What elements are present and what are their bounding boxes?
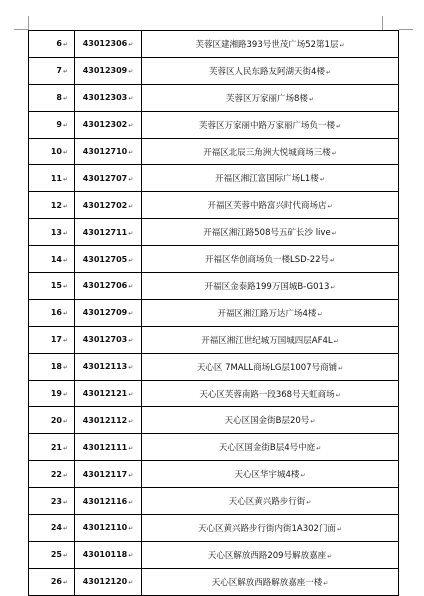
- store-code-text: 43012120: [82, 577, 128, 587]
- paragraph-mark-icon: ↵: [62, 498, 68, 506]
- address-text: 天心区国金街B层4号中庭: [218, 443, 316, 454]
- store-list-table: [28, 30, 399, 596]
- paragraph-mark-icon: ↵: [62, 364, 68, 372]
- row-number-text: 16: [50, 308, 62, 318]
- store-code-cell: [75, 299, 142, 326]
- paragraph-mark-icon: ↵: [319, 176, 325, 184]
- store-code-cell: [75, 219, 142, 246]
- store-code-text: 43012702: [82, 200, 128, 210]
- address-cell: [142, 84, 399, 111]
- store-code-cell: [75, 138, 142, 165]
- row-number-text: 24: [50, 523, 62, 533]
- store-code-cell: [75, 541, 142, 568]
- address-cell: [142, 380, 399, 407]
- address-cell: [142, 57, 399, 84]
- table-row: [29, 111, 399, 138]
- address-cell: [142, 246, 399, 273]
- store-list-table-container: [28, 30, 399, 596]
- paragraph-mark-icon: ↵: [327, 203, 333, 211]
- paragraph-mark-icon: ↵: [128, 122, 134, 130]
- address-text: 芙蓉区万家丽中路万家丽广场负一楼: [198, 120, 335, 131]
- address-text: 天心区 7MALL商场LG层1007号商铺: [196, 362, 338, 373]
- paragraph-mark-icon: ↵: [339, 41, 345, 49]
- address-text: 开福区湘江富国际广场L1楼: [215, 174, 319, 185]
- table-row: [29, 57, 399, 84]
- paragraph-mark-icon: ↵: [128, 391, 134, 399]
- row-number-cell: [29, 219, 75, 246]
- row-number-text: 26: [50, 577, 62, 587]
- store-code-text: 43012703: [82, 335, 128, 345]
- paragraph-mark-icon: ↵: [128, 68, 134, 76]
- store-code-cell: [75, 165, 142, 192]
- paragraph-mark-icon: ↵: [335, 122, 342, 130]
- address-cell: [142, 407, 399, 434]
- row-number-text: 10: [50, 147, 62, 156]
- paragraph-mark-icon: ↵: [128, 202, 134, 210]
- row-number-cell: [29, 57, 75, 84]
- paragraph-mark-icon: ↵: [317, 310, 323, 318]
- address-text: 天心区国金街B层20号: [224, 416, 310, 427]
- store-code-cell: [75, 111, 142, 138]
- table-row: [29, 407, 399, 434]
- store-code-text: 43012707: [82, 173, 128, 183]
- crop-mark-right-vertical: [382, 16, 383, 30]
- paragraph-mark-icon: ↵: [331, 230, 337, 238]
- address-text: 开福区金泰路199万国城B-G013: [204, 281, 330, 292]
- row-number-cell: [29, 273, 75, 300]
- paragraph-mark-icon: ↵: [128, 95, 134, 103]
- row-number-cell: [29, 568, 75, 595]
- address-cell: [142, 353, 399, 380]
- address-text: 天心区芙蓉南路一段368号天虹商场: [199, 389, 335, 400]
- table-row: [29, 353, 399, 380]
- row-number-cell: [29, 246, 75, 273]
- row-number-cell: [29, 111, 75, 138]
- paragraph-mark-icon: ↵: [62, 579, 68, 587]
- row-number-text: 8: [56, 93, 62, 103]
- address-cell: [142, 299, 399, 326]
- row-number-cell: [29, 461, 75, 488]
- address-cell: [142, 461, 399, 488]
- row-number-cell: [29, 434, 75, 461]
- table-row: [29, 138, 399, 165]
- store-code-text: 43012309: [82, 66, 128, 76]
- store-code-text: 43012111: [82, 442, 128, 452]
- store-code-text: 43012711: [82, 227, 128, 237]
- row-number-cell: [29, 165, 75, 192]
- paragraph-mark-icon: ↵: [323, 579, 329, 587]
- store-code-text: 43012303: [82, 93, 128, 103]
- paragraph-mark-icon: ↵: [62, 122, 68, 130]
- table-row: [29, 568, 399, 595]
- paragraph-mark-icon: ↵: [62, 525, 68, 533]
- table-row: [29, 299, 399, 326]
- address-cell: [142, 31, 399, 58]
- address-text: 开福区芙蓉中路富兴时代商场店: [207, 201, 327, 212]
- table-row: [29, 84, 399, 111]
- address-cell: [142, 192, 399, 219]
- store-code-text: 43010118: [82, 550, 128, 560]
- paragraph-mark-icon: ↵: [310, 418, 316, 426]
- store-code-text: 43012706: [82, 281, 128, 291]
- paragraph-mark-icon: ↵: [306, 499, 312, 507]
- row-number-text: 18: [50, 362, 62, 372]
- store-code-cell: [75, 353, 142, 380]
- store-code-text: 43012117: [82, 469, 128, 479]
- paragraph-mark-icon: ↵: [62, 41, 68, 49]
- paragraph-mark-icon: ↵: [333, 337, 339, 345]
- paragraph-mark-icon: ↵: [62, 202, 68, 210]
- paragraph-mark-icon: ↵: [128, 175, 134, 183]
- paragraph-mark-icon: ↵: [338, 364, 344, 372]
- address-text: 天心区黄兴路步行街内街1A302门面: [198, 523, 336, 534]
- paragraph-mark-icon: ↵: [128, 498, 134, 506]
- paragraph-mark-icon: ↵: [330, 257, 336, 265]
- table-row: [29, 326, 399, 353]
- paragraph-mark-icon: ↵: [62, 68, 68, 76]
- store-code-cell: [75, 380, 142, 407]
- table-row: [29, 541, 399, 568]
- store-code-text: 43012110: [82, 523, 128, 533]
- store-code-text: 43012710: [82, 147, 128, 156]
- paragraph-mark-icon: ↵: [62, 229, 68, 237]
- paragraph-mark-icon: ↵: [336, 525, 342, 533]
- address-cell: [142, 488, 399, 515]
- paragraph-mark-icon: ↵: [300, 472, 306, 480]
- paragraph-mark-icon: ↵: [62, 444, 68, 452]
- row-number-cell: [29, 84, 75, 111]
- row-number-text: 12: [50, 200, 62, 210]
- crop-mark-right-horizontal: [399, 29, 413, 30]
- store-code-cell: [75, 568, 142, 595]
- row-number-cell: [29, 488, 75, 515]
- store-code-text: 43012709: [82, 308, 128, 318]
- row-number-text: 7: [56, 66, 62, 76]
- store-code-cell: [75, 57, 142, 84]
- store-code-text: 43012121: [82, 389, 128, 399]
- address-cell: [142, 541, 399, 568]
- store-code-cell: [75, 434, 142, 461]
- paragraph-mark-icon: ↵: [128, 417, 134, 425]
- row-number-cell: [29, 380, 75, 407]
- row-number-cell: [29, 407, 75, 434]
- row-number-text: 17: [50, 335, 62, 345]
- row-number-cell: [29, 192, 75, 219]
- address-text: 开福区湘江世纪城万国城四层AF4L: [201, 335, 333, 346]
- address-cell: [142, 138, 399, 165]
- paragraph-mark-icon: ↵: [128, 471, 134, 479]
- store-code-cell: [75, 192, 142, 219]
- row-number-cell: [29, 138, 75, 165]
- paragraph-mark-icon: ↵: [62, 471, 68, 479]
- address-text: 开福区湘江路万达广场4楼: [217, 308, 317, 319]
- row-number-cell: [29, 353, 75, 380]
- address-cell: [142, 165, 399, 192]
- address-text: 天心区解放西路209号解放嘉座: [207, 550, 327, 561]
- row-number-text: 11: [50, 173, 62, 183]
- paragraph-mark-icon: ↵: [128, 552, 134, 560]
- paragraph-mark-icon: ↵: [62, 175, 68, 183]
- paragraph-mark-icon: ↵: [327, 552, 333, 560]
- address-text: 芙蓉区人民东路友阿湖天街4楼: [209, 66, 325, 77]
- paragraph-mark-icon: ↵: [308, 95, 314, 103]
- address-cell: [142, 111, 399, 138]
- paragraph-mark-icon: ↵: [62, 149, 68, 156]
- row-number-text: 22: [50, 469, 62, 479]
- crop-mark-left-vertical: [28, 16, 29, 30]
- store-code-text: 43012116: [82, 496, 128, 506]
- row-number-cell: [29, 515, 75, 542]
- paragraph-mark-icon: ↵: [128, 337, 134, 345]
- paragraph-mark-icon: ↵: [128, 283, 134, 291]
- address-text: 天心区解放西路解放嘉座一楼: [211, 577, 323, 588]
- row-number-text: 20: [50, 415, 62, 425]
- address-text: 开福区华创商场负一楼LSD-22号: [204, 255, 330, 266]
- paragraph-mark-icon: ↵: [128, 229, 134, 237]
- row-number-text: 21: [50, 442, 62, 452]
- paragraph-mark-icon: ↵: [128, 444, 134, 452]
- row-number-text: 25: [50, 550, 62, 560]
- store-code-text: 43012705: [82, 254, 128, 264]
- row-number-text: 15: [50, 281, 62, 291]
- paragraph-mark-icon: ↵: [128, 525, 134, 533]
- address-cell: [142, 434, 399, 461]
- table-row: [29, 461, 399, 488]
- store-code-text: 43012112: [82, 415, 128, 425]
- address-text: 天心区华宇城4楼: [234, 470, 300, 481]
- row-number-cell: [29, 31, 75, 58]
- paragraph-mark-icon: ↵: [62, 310, 68, 318]
- paragraph-mark-icon: ↵: [62, 391, 68, 399]
- store-code-cell: [75, 515, 142, 542]
- crop-mark-left-horizontal: [14, 29, 28, 30]
- row-number-cell: [29, 541, 75, 568]
- paragraph-mark-icon: ↵: [316, 445, 322, 453]
- paragraph-mark-icon: ↵: [62, 283, 68, 291]
- paragraph-mark-icon: ↵: [62, 337, 68, 345]
- store-code-cell: [75, 84, 142, 111]
- paragraph-mark-icon: ↵: [128, 310, 134, 318]
- store-code-cell: [75, 326, 142, 353]
- address-cell: [142, 219, 399, 246]
- address-cell: [142, 568, 399, 595]
- address-cell: [142, 326, 399, 353]
- paragraph-mark-icon: ↵: [62, 552, 68, 560]
- store-code-cell: [75, 407, 142, 434]
- table-row: [29, 192, 399, 219]
- store-code-cell: [75, 461, 142, 488]
- table-row: [29, 273, 399, 300]
- paragraph-mark-icon: ↵: [128, 149, 134, 156]
- row-number-text: 19: [50, 389, 62, 399]
- address-text: 开福区北辰三角洲大悦城商场三楼: [203, 147, 331, 158]
- row-number-text: 14: [50, 254, 62, 264]
- address-cell: [142, 273, 399, 300]
- paragraph-mark-icon: ↵: [325, 68, 331, 76]
- row-number-text: 9: [56, 120, 62, 130]
- row-number-text: 23: [50, 496, 62, 506]
- store-code-cell: [75, 31, 142, 58]
- store-code-cell: [75, 488, 142, 515]
- paragraph-mark-icon: ↵: [62, 256, 68, 264]
- paragraph-mark-icon: ↵: [330, 283, 336, 291]
- store-code-text: 43012306: [82, 39, 128, 49]
- paragraph-mark-icon: ↵: [128, 41, 134, 49]
- table-row: [29, 246, 399, 273]
- store-list-table-body: [29, 31, 399, 596]
- paragraph-mark-icon: ↵: [335, 391, 341, 399]
- address-text: 芙蓉区建湘路393号世茂广场52第1层: [195, 39, 339, 50]
- table-row: [29, 380, 399, 407]
- row-number-text: 13: [50, 227, 62, 237]
- table-row: [29, 31, 399, 58]
- store-code-cell: [75, 246, 142, 273]
- store-code-text: 43012113: [82, 362, 128, 372]
- store-code-text: 43012302: [82, 120, 128, 130]
- address-cell: [142, 515, 399, 542]
- store-code-cell: [75, 273, 142, 300]
- row-number-text: 6: [56, 39, 62, 49]
- address-text: 天心区黄兴路步行街: [228, 497, 306, 508]
- paragraph-mark-icon: ↵: [331, 149, 337, 157]
- paragraph-mark-icon: ↵: [128, 256, 134, 264]
- table-row: [29, 434, 399, 461]
- paragraph-mark-icon: ↵: [128, 364, 134, 372]
- paragraph-mark-icon: ↵: [62, 95, 68, 103]
- address-text: 芙蓉区万家丽广场8楼: [226, 93, 308, 104]
- table-row: [29, 488, 399, 515]
- paragraph-mark-icon: ↵: [128, 579, 134, 587]
- table-row: [29, 219, 399, 246]
- paragraph-mark-icon: ↵: [62, 417, 68, 425]
- table-row: [29, 515, 399, 542]
- table-row: [29, 165, 399, 192]
- address-text: 开福区湘江路508号五矿长沙 live: [203, 228, 331, 239]
- row-number-cell: [29, 326, 75, 353]
- row-number-cell: [29, 299, 75, 326]
